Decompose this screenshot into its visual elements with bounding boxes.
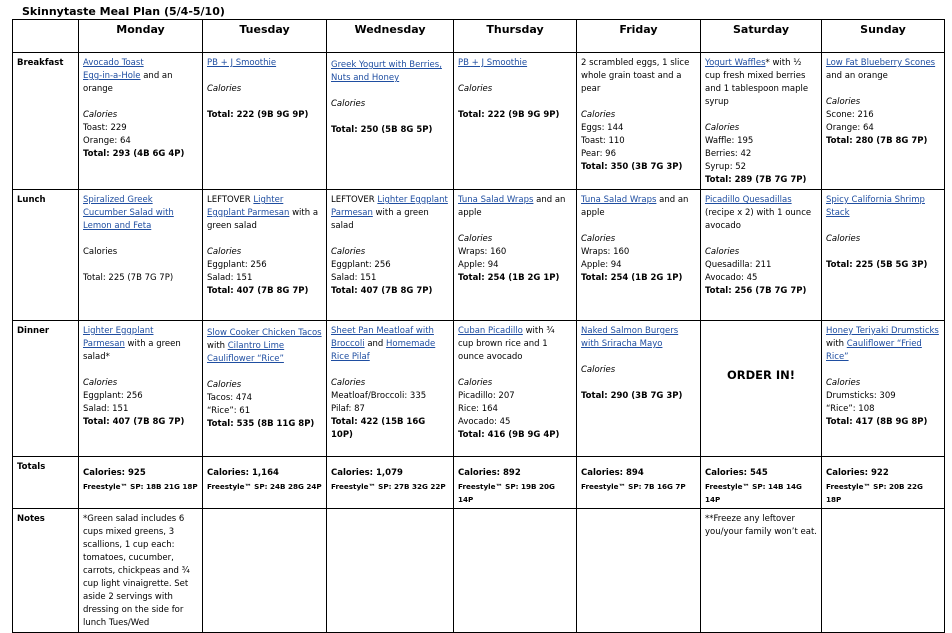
dinner-monday bbox=[79, 321, 203, 457]
calories-label: Calories bbox=[83, 110, 118, 120]
notes-wednesday bbox=[327, 509, 454, 633]
day-header-tuesday: Tuesday bbox=[203, 20, 327, 53]
calorie-line: “Rice”: 108 bbox=[826, 404, 875, 414]
calories-label: Calories bbox=[331, 247, 366, 257]
calories-label: Calories bbox=[331, 99, 366, 109]
breakfast-row bbox=[13, 53, 945, 190]
dinner-thursday bbox=[454, 321, 577, 457]
recipe-link[interactable]: Cuban Picadillo bbox=[458, 326, 523, 336]
calorie-line: Eggplant: 256 bbox=[207, 260, 267, 270]
calories-label: Calories bbox=[458, 84, 493, 94]
breakfast-sunday bbox=[822, 53, 945, 190]
lunch-sunday bbox=[822, 190, 945, 321]
lunch-wednesday bbox=[327, 190, 454, 321]
meal-total: Total: 222 (9B 9G 9P) bbox=[207, 110, 309, 120]
calories-label: Calories bbox=[581, 110, 616, 120]
row-label-lunch: Lunch bbox=[13, 190, 79, 321]
totals-row bbox=[13, 457, 945, 509]
notes-tuesday bbox=[203, 509, 327, 633]
meal-plan-table bbox=[12, 19, 945, 633]
meal-total: Total: 254 (1B 2G 1P) bbox=[581, 273, 683, 283]
lunch-friday bbox=[577, 190, 701, 321]
calories-label: Calories bbox=[207, 84, 242, 94]
calories-label: Calories bbox=[331, 378, 366, 388]
calorie-line: Pilaf: 87 bbox=[331, 404, 365, 414]
row-label-breakfast: Breakfast bbox=[13, 53, 79, 190]
calories-label: Calories bbox=[705, 123, 740, 133]
recipe-link[interactable]: Homemade Rice Pilaf bbox=[331, 339, 436, 362]
dinner-wednesday bbox=[327, 321, 454, 457]
notes-row bbox=[13, 509, 945, 633]
calories-label: Calories bbox=[826, 234, 861, 244]
meal-total: Total: 256 (7B 7G 7P) bbox=[705, 286, 807, 296]
recipe-link[interactable]: Egg-in-a-Hole bbox=[83, 71, 141, 81]
lunch-monday bbox=[79, 190, 203, 321]
notes-thursday bbox=[454, 509, 577, 633]
meal-total: Total: 422 (15B 16G 10P) bbox=[331, 417, 426, 440]
totals-saturday bbox=[701, 457, 822, 509]
calorie-line: Avocado: 45 bbox=[705, 273, 758, 283]
calories-label: Calories bbox=[458, 378, 493, 388]
calorie-line: Salad: 151 bbox=[83, 404, 129, 414]
totals-wednesday bbox=[327, 457, 454, 509]
calorie-line: Apple: 94 bbox=[581, 260, 622, 270]
lunch-saturday bbox=[701, 190, 822, 321]
meal-text: with bbox=[207, 341, 228, 351]
recipe-link[interactable]: PB + J Smoothie bbox=[458, 58, 528, 68]
meal-total: Total: 280 (7B 8G 7P) bbox=[826, 136, 928, 146]
row-label-totals: Totals bbox=[13, 457, 79, 509]
corner-cell bbox=[13, 20, 79, 53]
page-title: Skinnytaste Meal Plan (5/4-5/10) bbox=[22, 5, 225, 18]
totals-tuesday bbox=[203, 457, 327, 509]
dinner-tuesday bbox=[203, 321, 327, 457]
meal-text: and an orange bbox=[83, 71, 173, 94]
meal-total: Total: 407 (7B 8G 7P) bbox=[207, 286, 309, 296]
meal-text: and bbox=[364, 339, 387, 349]
meal-text: and an orange bbox=[826, 71, 888, 81]
dinner-saturday bbox=[701, 321, 822, 457]
recipe-link[interactable]: Yogurt Waffles bbox=[705, 58, 766, 68]
recipe-link[interactable]: Naked Salmon Burgers with Sriracha Mayo bbox=[581, 326, 679, 349]
recipe-link[interactable]: Sheet Pan Meatloaf with Broccoli bbox=[331, 326, 434, 349]
day-calories: Calories: 894 bbox=[581, 468, 644, 478]
breakfast-wednesday bbox=[327, 53, 454, 190]
meal-total: Total: 225 (7B 7G 7P) bbox=[83, 273, 174, 283]
day-freestyle: Freestyle™ SP: 19B 20G 14P bbox=[458, 482, 555, 504]
breakfast-tuesday bbox=[203, 53, 327, 190]
day-header-thursday: Thursday bbox=[454, 20, 577, 53]
day-header-friday: Friday bbox=[577, 20, 701, 53]
day-calories: Calories: 892 bbox=[458, 468, 521, 478]
leftover-label: LEFTOVER bbox=[331, 195, 378, 205]
recipe-link[interactable]: Slow Cooker Chicken Tacos bbox=[207, 328, 322, 338]
dinner-row bbox=[13, 321, 945, 457]
calorie-line: Rice: 164 bbox=[458, 404, 498, 414]
calories-label: Calories bbox=[826, 97, 861, 107]
recipe-link[interactable]: Lighter Eggplant Parmesan bbox=[207, 195, 290, 218]
meal-total: Total: 350 (3B 7G 3P) bbox=[581, 162, 683, 172]
recipe-link[interactable]: PB + J Smoothie bbox=[207, 58, 277, 68]
notes-sunday bbox=[822, 509, 945, 633]
calorie-line: Scone: 216 bbox=[826, 110, 874, 120]
calories-label: Calories bbox=[826, 378, 861, 388]
totals-sunday bbox=[822, 457, 945, 509]
meal-text: * with ½ cup fresh mixed berries and 1 tablespoon maple syrup bbox=[705, 58, 809, 107]
day-freestyle: Freestyle™ SP: 27B 32G 22P bbox=[331, 482, 446, 491]
recipe-link[interactable]: Spiralized Greek Cucumber Salad with Lemon and Feta bbox=[83, 195, 174, 231]
day-header-wednesday: Wednesday bbox=[327, 20, 454, 53]
calories-label: Calories bbox=[458, 234, 493, 244]
meal-total: Total: 407 (7B 8G 7P) bbox=[83, 417, 185, 427]
day-calories: Calories: 1,079 bbox=[331, 468, 403, 478]
day-freestyle: Freestyle™ SP: 24B 28G 24P bbox=[207, 482, 322, 491]
meal-total: Total: 225 (5B 5G 3P) bbox=[826, 260, 928, 270]
calories-label: Calories bbox=[83, 247, 118, 257]
notes-friday bbox=[577, 509, 701, 633]
recipe-link[interactable]: Greek Yogurt with Berries, Nuts and Honey bbox=[331, 60, 442, 83]
calorie-line: Apple: 94 bbox=[458, 260, 499, 270]
recipe-link[interactable]: Avocado Toast bbox=[83, 58, 144, 68]
meal-total: Total: 250 (5B 8G 5P) bbox=[331, 125, 433, 135]
day-calories: Calories: 545 bbox=[705, 468, 768, 478]
meal-total: Total: 289 (7B 7G 7P) bbox=[705, 175, 807, 185]
totals-thursday bbox=[454, 457, 577, 509]
day-header-sunday: Sunday bbox=[822, 20, 945, 53]
leftover-label: LEFTOVER bbox=[207, 195, 254, 205]
calories-label: Calories bbox=[581, 365, 616, 375]
calorie-line: Wraps: 160 bbox=[581, 247, 630, 257]
day-freestyle: Freestyle™ SP: 20B 22G 18P bbox=[826, 482, 923, 504]
calorie-line: Orange: 64 bbox=[83, 136, 131, 146]
calorie-line: Picadillo: 207 bbox=[458, 391, 515, 401]
breakfast-thursday bbox=[454, 53, 577, 190]
meal-total: Total: 416 (9B 9G 4P) bbox=[458, 430, 560, 440]
recipe-link[interactable]: Spicy California Shrimp Stack bbox=[826, 195, 925, 218]
calorie-line: Eggplant: 256 bbox=[83, 391, 143, 401]
meal-text: and an apple bbox=[458, 195, 566, 218]
meal-total: Total: 290 (3B 7G 3P) bbox=[581, 391, 683, 401]
meal-text: and an apple bbox=[581, 195, 689, 218]
day-calories: Calories: 1,164 bbox=[207, 468, 279, 478]
meal-text: with a green salad* bbox=[83, 339, 181, 362]
calorie-line: Toast: 110 bbox=[581, 136, 625, 146]
header-row bbox=[13, 20, 945, 53]
meal-total: Total: 417 (8B 9G 8P) bbox=[826, 417, 928, 427]
meal-text: (recipe x 2) with 1 ounce avocado bbox=[705, 208, 812, 231]
recipe-link[interactable]: Low Fat Blueberry Scones bbox=[826, 58, 936, 68]
meal-total: Total: 222 (9B 9G 9P) bbox=[458, 110, 560, 120]
calorie-line: Eggplant: 256 bbox=[331, 260, 391, 270]
meal-text: with ¾ cup brown rice and 1 ounce avocado bbox=[458, 326, 555, 362]
meal-text: with a green salad bbox=[331, 208, 429, 231]
calorie-line: Toast: 229 bbox=[83, 123, 127, 133]
lunch-tuesday bbox=[203, 190, 327, 321]
meal-text: with a green salad bbox=[207, 208, 319, 231]
day-freestyle: Freestyle™ SP: 18B 21G 18P bbox=[83, 482, 198, 491]
meal-total: Total: 535 (8B 11G 8P) bbox=[207, 419, 315, 429]
calorie-line: Wraps: 160 bbox=[458, 247, 507, 257]
meal-text: with bbox=[826, 339, 847, 349]
calories-label: Calories bbox=[207, 247, 242, 257]
breakfast-friday bbox=[577, 53, 701, 190]
calorie-line: “Rice”: 61 bbox=[207, 406, 251, 416]
recipe-link[interactable]: Lighter Eggplant Parmesan bbox=[331, 195, 448, 218]
lunch-thursday bbox=[454, 190, 577, 321]
breakfast-saturday bbox=[701, 53, 822, 190]
day-calories: Calories: 925 bbox=[83, 468, 146, 478]
notes-monday: *Green salad includes 6 cups mixed greens, 3 scallions, 1 cup each: tomatoes, cucumber, carrots, chickpeas and ¾ cup light vinaigrette. Set aside 2 servings with dressing on the side for lunch Tues/Wed bbox=[79, 509, 203, 633]
recipe-link[interactable]: Honey Teriyaki Drumsticks bbox=[826, 326, 939, 336]
calorie-line: Eggs: 144 bbox=[581, 123, 624, 133]
day-freestyle: Freestyle™ SP: 14B 14G 14P bbox=[705, 482, 802, 504]
totals-monday bbox=[79, 457, 203, 509]
calorie-line: Orange: 64 bbox=[826, 123, 874, 133]
meal-text: 2 scrambled eggs, 1 slice whole grain toast and a pear bbox=[581, 58, 690, 94]
calorie-line: Pear: 96 bbox=[581, 149, 616, 159]
calorie-line: Drumsticks: 309 bbox=[826, 391, 896, 401]
meal-total: Total: 254 (1B 2G 1P) bbox=[458, 273, 560, 283]
calorie-line: Tacos: 474 bbox=[207, 393, 253, 403]
day-freestyle: Freestyle™ SP: 7B 16G 7P bbox=[581, 482, 686, 491]
recipe-link[interactable]: Cilantro Lime Cauliflower “Rice” bbox=[207, 341, 285, 364]
recipe-link[interactable]: Tuna Salad Wraps bbox=[458, 195, 534, 205]
meal-total: Total: 407 (7B 8G 7P) bbox=[331, 286, 433, 296]
calorie-line: Waffle: 195 bbox=[705, 136, 754, 146]
calorie-line: Syrup: 52 bbox=[705, 162, 747, 172]
lunch-row bbox=[13, 190, 945, 321]
recipe-link[interactable]: Picadillo Quesadillas bbox=[705, 195, 792, 205]
order-in-label: ORDER IN! bbox=[726, 368, 796, 382]
calorie-line: Salad: 151 bbox=[331, 273, 377, 283]
calorie-line: Berries: 42 bbox=[705, 149, 752, 159]
totals-friday bbox=[577, 457, 701, 509]
recipe-link[interactable]: Tuna Salad Wraps bbox=[581, 195, 657, 205]
day-header-saturday: Saturday bbox=[701, 20, 822, 53]
calorie-line: Avocado: 45 bbox=[458, 417, 511, 427]
dinner-sunday bbox=[822, 321, 945, 457]
calories-label: Calories bbox=[705, 247, 740, 257]
notes-saturday: **Freeze any leftover you/your family won’t eat. bbox=[701, 509, 822, 633]
recipe-link[interactable]: Cauliflower “Fried Rice” bbox=[826, 339, 922, 362]
row-label-notes: Notes bbox=[13, 509, 79, 633]
calorie-line: Salad: 151 bbox=[207, 273, 253, 283]
row-label-dinner: Dinner bbox=[13, 321, 79, 457]
dinner-friday bbox=[577, 321, 701, 457]
meal-total: Total: 293 (4B 6G 4P) bbox=[83, 149, 185, 159]
day-calories: Calories: 922 bbox=[826, 468, 889, 478]
calorie-line: Meatloaf/Broccoli: 335 bbox=[331, 391, 427, 401]
calories-label: Calories bbox=[581, 234, 616, 244]
calorie-line: Quesadilla: 211 bbox=[705, 260, 772, 270]
day-header-monday: Monday bbox=[79, 20, 203, 53]
recipe-link[interactable]: Lighter Eggplant Parmesan bbox=[83, 326, 154, 349]
calories-label: Calories bbox=[83, 378, 118, 388]
calories-label: Calories bbox=[207, 380, 242, 390]
breakfast-monday bbox=[79, 53, 203, 190]
